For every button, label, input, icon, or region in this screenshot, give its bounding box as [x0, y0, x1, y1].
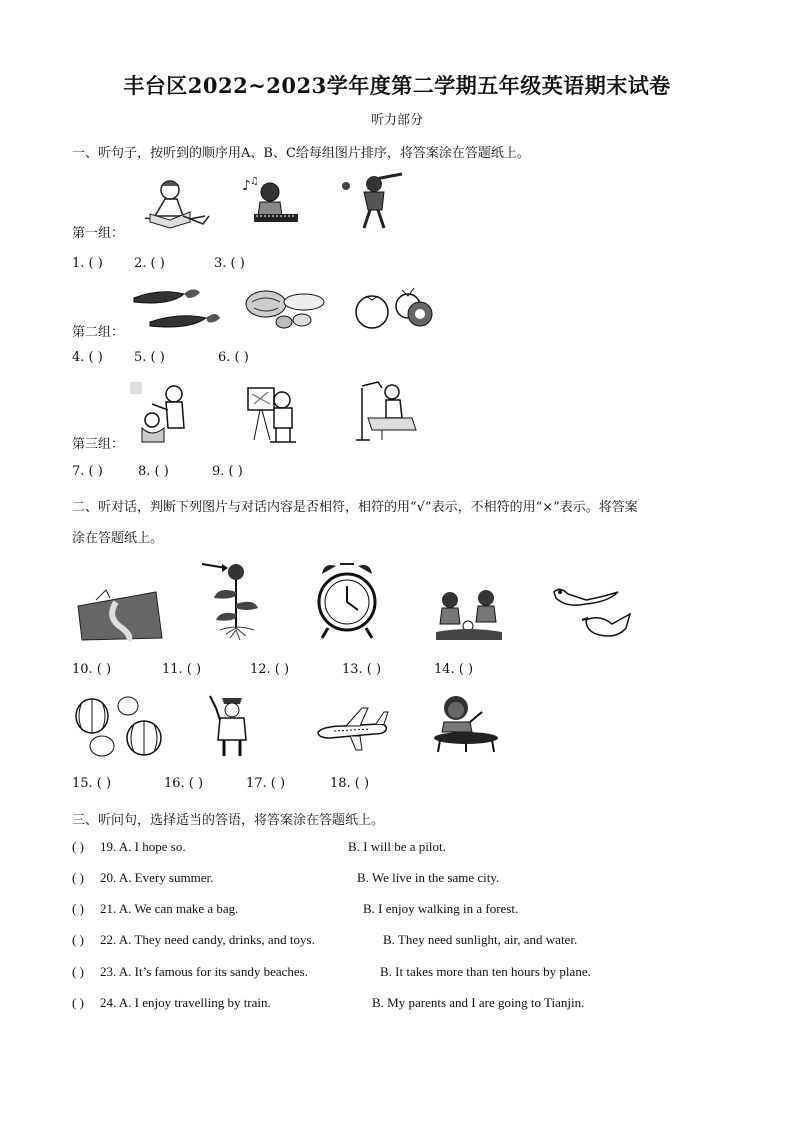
group3-label: 第三组： [72, 437, 125, 452]
answer-blank-5[interactable]: 5. ( ) [134, 350, 165, 365]
question-24-option-b: B. My parents and I are going to Tianjin. [372, 995, 585, 1010]
carrots-picture [130, 284, 222, 332]
answer-blank-10[interactable]: 10. ( ) [72, 662, 112, 677]
kids-playing-ball-picture [434, 588, 504, 644]
boy-playing-piano-picture [240, 176, 302, 228]
question-19-option-b: B. I will be a pilot. [348, 839, 446, 854]
birds-picture [546, 584, 638, 644]
answer-blank-4[interactable]: 4. ( ) [72, 350, 103, 365]
boy-playing-baseball-picture [340, 172, 410, 232]
question-20-paren[interactable]: ( ) [72, 870, 84, 885]
boy-on-trampoline-picture [432, 692, 502, 754]
answer-blank-3[interactable]: 3. ( ) [214, 256, 245, 271]
answer-blank-6[interactable]: 6. ( ) [218, 350, 249, 365]
section3-instruction: 三、听问句，选择适当的答语，将答案涂在答题纸上。 [72, 813, 385, 828]
answer-blank-14[interactable]: 14. ( ) [434, 662, 474, 677]
answer-blank-11[interactable]: 11. ( ) [162, 662, 202, 677]
exam-title: 丰台区2022~2023学年度第二学期五年级英语期末试卷 [123, 73, 671, 98]
question-20-option-a: 20. A. Every summer. [100, 870, 214, 885]
pumpkins-picture [74, 694, 164, 758]
question-21-option-b: B. I enjoy walking in a forest. [363, 901, 519, 916]
answer-blank-16[interactable]: 16. ( ) [164, 776, 204, 791]
question-20-option-b: B. We live in the same city. [357, 870, 500, 885]
section2-instruction-line2: 涂在答题纸上。 [72, 531, 164, 546]
answer-blank-1[interactable]: 1. ( ) [72, 256, 103, 271]
answer-blank-15[interactable]: 15. ( ) [72, 776, 112, 791]
section2-instruction-line1: 二、听对话，判断下列图片与对话内容是否相符，相符的用“√”表示，不相符的用“×”表示。将答案 [72, 500, 638, 515]
nuts-picture [244, 288, 328, 332]
section1-instruction: 一、听句子，按听到的顺序用A、B、C给每组图片排序，将答案涂在答题纸上。 [72, 146, 530, 161]
question-21-option-a: 21. A. We can make a bag. [100, 901, 239, 916]
field-river-picture [76, 588, 164, 642]
question-23-paren[interactable]: ( ) [72, 964, 84, 979]
question-24-paren[interactable]: ( ) [72, 995, 84, 1010]
question-19-paren[interactable]: ( ) [72, 839, 84, 854]
svg-text:♫: ♫ [250, 176, 259, 187]
question-21-paren[interactable]: ( ) [72, 901, 84, 916]
group2-label: 第二组： [72, 325, 125, 340]
boy-reading-picture [135, 176, 215, 231]
barber-picture [128, 380, 198, 444]
listening-part-heading: 听力部分 [370, 113, 423, 128]
question-19-option-a: 19. A. I hope so. [100, 839, 186, 854]
question-24-option-a: 24. A. I enjoy travelling by train. [100, 995, 271, 1010]
policeman-picture [206, 690, 258, 760]
tomatoes-picture [352, 284, 436, 332]
question-23-option-a: 23. A. It’s famous for its sandy beaches. [100, 964, 308, 979]
question-22-option-b: B. They need sunlight, air, and water. [383, 932, 578, 947]
boy-painting-picture [242, 380, 300, 446]
svg-text:♪: ♪ [242, 178, 251, 194]
answer-blank-12[interactable]: 12. ( ) [250, 662, 290, 677]
answer-blank-2[interactable]: 2. ( ) [134, 256, 165, 271]
airplane-picture [314, 704, 390, 752]
question-22-option-a: 22. A. They need candy, drinks, and toys. [100, 932, 315, 947]
question-22-paren[interactable]: ( ) [72, 932, 84, 947]
answer-blank-17[interactable]: 17. ( ) [246, 776, 286, 791]
answer-blank-13[interactable]: 13. ( ) [342, 662, 382, 677]
alarm-clock-picture [316, 560, 378, 644]
answer-blank-18[interactable]: 18. ( ) [330, 776, 370, 791]
plant-picture [200, 558, 266, 644]
answer-blank-7[interactable]: 7. ( ) [72, 464, 103, 479]
question-23-option-b: B. It takes more than ten hours by plane. [380, 964, 591, 979]
dentist-picture [352, 378, 422, 446]
group1-label: 第一组： [72, 226, 125, 241]
answer-blank-9[interactable]: 9. ( ) [212, 464, 243, 479]
answer-blank-8[interactable]: 8. ( ) [138, 464, 169, 479]
